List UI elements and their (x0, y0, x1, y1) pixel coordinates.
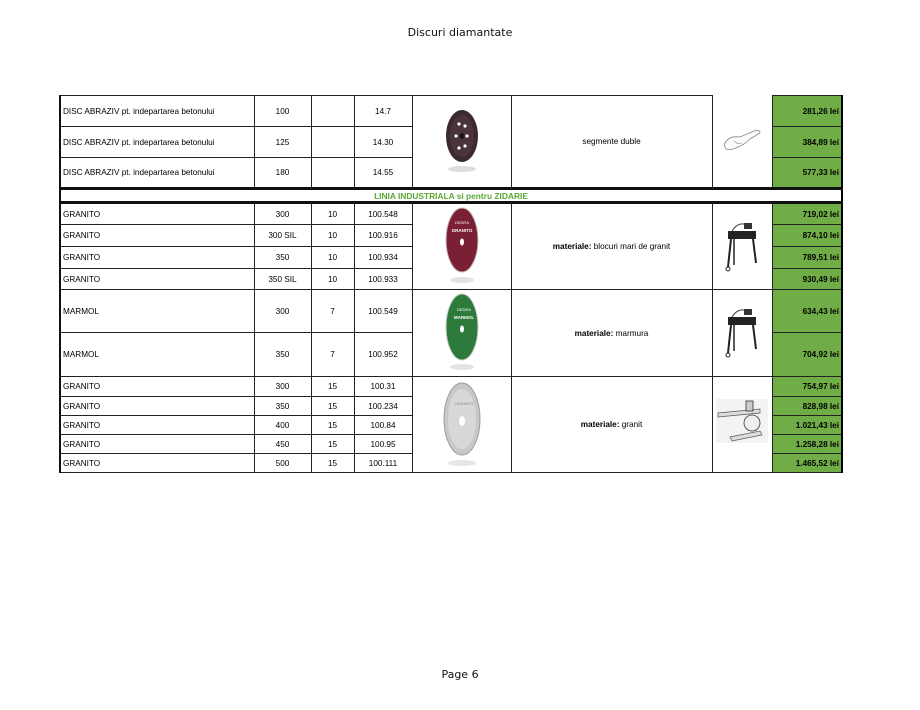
product-description (511, 203, 712, 290)
segment-height: 15 (311, 454, 354, 473)
red-granito-disc-image (412, 203, 511, 290)
cup-wheel-icon (440, 106, 484, 176)
diameter: 350 (254, 333, 311, 377)
price: 1.465,52 lei (772, 454, 842, 473)
segment-height: 7 (311, 290, 354, 333)
angle-grinder-icon (712, 96, 772, 189)
page-title: Discuri diamantate (407, 26, 513, 39)
diameter: 300 (254, 377, 311, 397)
segment-height: 10 (311, 203, 354, 225)
product-code: 14.55 (354, 158, 412, 189)
price: 1.258,28 lei (772, 435, 842, 454)
segment-height: 15 (311, 435, 354, 454)
price: 754,97 lei (772, 377, 842, 397)
diameter: 180 (254, 158, 311, 189)
price: 719,02 lei (772, 203, 842, 225)
product-name: MARMOL (60, 290, 254, 333)
diameter: 300 (254, 203, 311, 225)
price: 634,43 lei (772, 290, 842, 333)
table-row (60, 290, 842, 333)
diameter: 400 (254, 416, 311, 435)
product-name: GRANITO (60, 377, 254, 397)
product-code: 100.95 (354, 435, 412, 454)
table-saw-icon (712, 290, 772, 377)
green-marmol-disc-image (412, 290, 511, 377)
segment-height: 10 (311, 269, 354, 290)
product-name: GRANITO (60, 454, 254, 473)
diameter: 300 SIL (254, 225, 311, 247)
diameter: 350 SIL (254, 269, 311, 290)
table-row (60, 96, 842, 127)
product-code: 100.934 (354, 247, 412, 269)
diameter: 500 (254, 454, 311, 473)
description-label: materiale: (580, 420, 620, 429)
product-name: DISC ABRAZIV pt. indepartarea betonului (60, 127, 254, 158)
diameter: 350 (254, 247, 311, 269)
product-name: GRANITO (60, 203, 254, 225)
product-code: 100.234 (354, 397, 412, 416)
price: 828,98 lei (772, 397, 842, 416)
product-name: GRANITO (60, 435, 254, 454)
product-description (511, 290, 712, 377)
price: 789,51 lei (772, 247, 842, 269)
cup-wheel-image (412, 96, 511, 189)
product-code: 14.30 (354, 127, 412, 158)
price-table (59, 95, 843, 473)
price: 577,33 lei (772, 158, 842, 189)
product-description: segmente duble (511, 96, 712, 189)
description-text: blocuri mari de granit (593, 242, 671, 251)
svg-text:DEDRA: DEDRA (456, 307, 471, 312)
product-code: 100.933 (354, 269, 412, 290)
product-code: 100.111 (354, 454, 412, 473)
product-code: 14.7 (354, 96, 412, 127)
section-header: LINIA INDUSTRIALA si pentru ZIDARIE (60, 189, 842, 203)
price: 874,10 lei (772, 225, 842, 247)
segment-height (311, 96, 354, 127)
diameter: 350 (254, 397, 311, 416)
svg-text:GRANITO: GRANITO (454, 400, 473, 406)
segment-height: 7 (311, 333, 354, 377)
product-code: 100.548 (354, 203, 412, 225)
diameter: 100 (254, 96, 311, 127)
product-code: 100.549 (354, 290, 412, 333)
product-name: GRANITO (60, 269, 254, 290)
table-row (60, 203, 842, 225)
table-row (60, 377, 842, 397)
description-text: granit (621, 420, 643, 429)
product-code: 100.84 (354, 416, 412, 435)
product-name: DISC ABRAZIV pt. indepartarea betonului (60, 96, 254, 127)
segment-height: 15 (311, 397, 354, 416)
page-number: Page 6 (441, 668, 479, 681)
diameter: 450 (254, 435, 311, 454)
product-name: GRANITO (60, 247, 254, 269)
segment-height: 10 (311, 225, 354, 247)
price: 281,26 lei (772, 96, 842, 127)
price: 1.021,43 lei (772, 416, 842, 435)
svg-text:MARMOL: MARMOL (453, 315, 474, 320)
green-disc-icon (442, 291, 482, 373)
description-text: marmura (615, 328, 649, 338)
table-saw-icon (712, 203, 772, 290)
product-name: GRANITO (60, 225, 254, 247)
red-disc-icon (442, 206, 482, 286)
description-label: materiale: (552, 242, 592, 251)
segment-height: 15 (311, 416, 354, 435)
product-name: DISC ABRAZIV pt. indepartarea betonului (60, 158, 254, 189)
product-name: MARMOL (60, 333, 254, 377)
product-description (511, 377, 712, 473)
product-code: 100.31 (354, 377, 412, 397)
segment-height (311, 158, 354, 189)
bridge-saw-icon (712, 377, 772, 473)
section-header-row (60, 189, 842, 203)
segment-height: 10 (311, 247, 354, 269)
price: 704,92 lei (772, 333, 842, 377)
silver-granito-disc-image (412, 377, 511, 473)
product-code: 100.952 (354, 333, 412, 377)
diameter: 300 (254, 290, 311, 333)
product-name: GRANITO (60, 397, 254, 416)
segment-height (311, 127, 354, 158)
price: 384,89 lei (772, 127, 842, 158)
description-label: materiale: (574, 328, 614, 338)
price: 930,49 lei (772, 269, 842, 290)
segment-height: 15 (311, 377, 354, 397)
silver-disc-icon (440, 379, 484, 469)
diameter: 125 (254, 127, 311, 158)
svg-text:DEDRA: DEDRA (454, 219, 469, 225)
product-name: GRANITO (60, 416, 254, 435)
svg-text:GRANITO: GRANITO (451, 227, 472, 233)
product-code: 100.916 (354, 225, 412, 247)
